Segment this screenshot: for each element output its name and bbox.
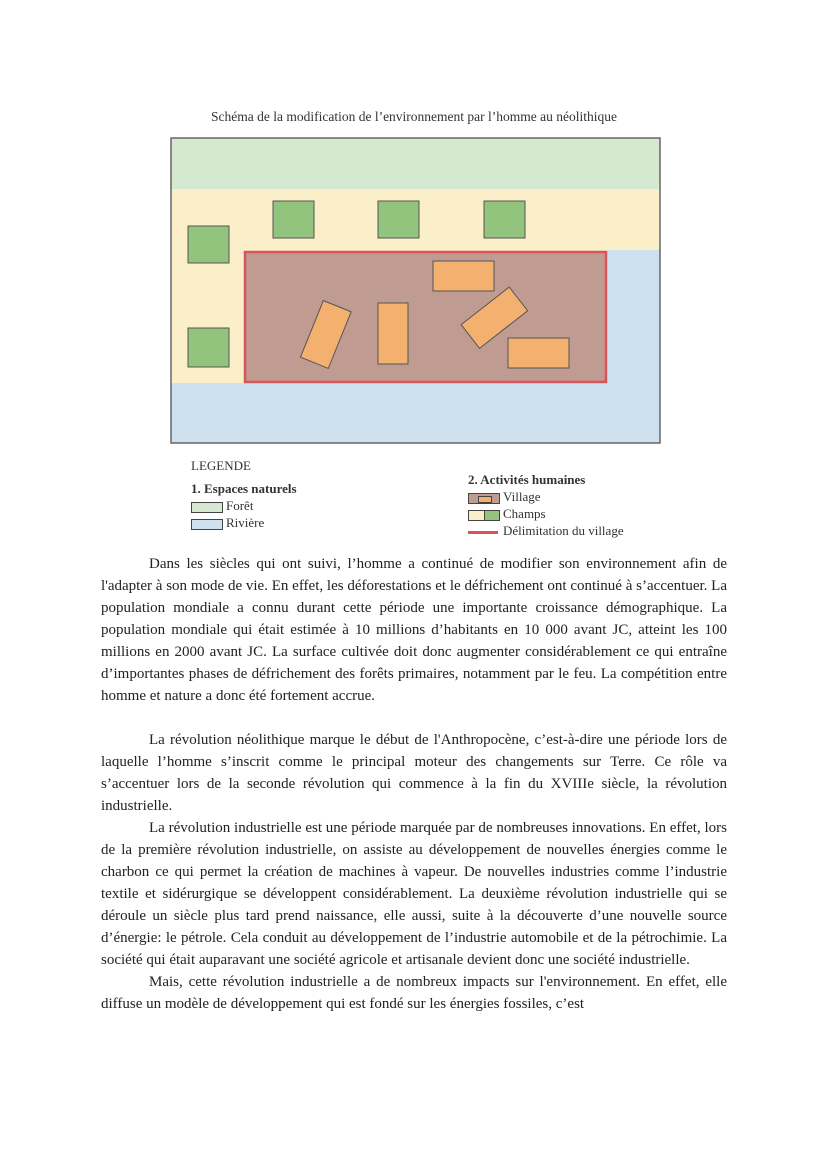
village-house — [433, 261, 494, 291]
legend-item-champs: Champs — [468, 505, 624, 522]
field-square — [188, 226, 229, 263]
legend-natural-title: 1. Espaces naturels — [191, 481, 297, 496]
field-square — [484, 201, 525, 238]
delimitation-line-icon — [468, 531, 498, 534]
champs-swatch-icon — [468, 510, 500, 521]
village-house — [508, 338, 569, 368]
legend-heading: LEGENDE — [191, 458, 251, 473]
village-swatch-icon — [468, 493, 500, 504]
legend-natural — [191, 457, 297, 531]
legend-human — [468, 471, 624, 539]
body-text — [101, 553, 727, 1015]
paragraph: Dans les siècles qui ont suivi, l’homme a continué de modifier son environnement afin de l'adapter à son mode de vie. En effet, les déforestations et le défrichement ont continué à s’accentuer. La population mondiale a connu durant cette période une importante croissance démographique. La population mondiale qui était estimée à 10 millions d’habitants en 10 000 avant JC, atteint les 100 millions en 2000 avant JC. La surface cultivée doit donc augmenter considérablement ce qui entraîne d’importantes phases de défrichement des forêts primaires, notamment par le feu. La compétition entre homme et nature a donc été fortement accrue. — [101, 556, 727, 704]
forest-zone — [171, 138, 660, 189]
legend-item-riviere: Rivière — [191, 514, 297, 531]
legend-item-village: Village — [468, 488, 624, 505]
environment-diagram — [170, 137, 662, 447]
village-house — [378, 303, 408, 364]
riviere-swatch-icon — [191, 519, 223, 530]
field-square — [378, 201, 419, 238]
paragraph: La révolution néolithique marque le début de l'Anthropocène, c’est-à-dire une période lors de laquelle l’homme s’inscrit comme le principal moteur des changements sur Terre. Ce rôle va s’accentuer lors de la seconde révolution qui commence à la fin du XVIIIe siècle, la révolution industrielle. — [101, 732, 727, 814]
paragraph: La révolution industrielle est une période marquée par de nombreuses innovations. En effet, lors de la première révolution industrielle, on assiste au développement de nouvelles énergies comme le charbon ce qui permet la création de machines à vapeur. De nouvelles industries comme l’industrie textile et sidérurgique se développent considérablement. La deuxième révolution industrielle qui se déroule un siècle plus tard prend naissance, elle aussi, suite à la découverte d’une nouvelle source d’énergie: le pétrole. Cela conduit au développement de l’industrie automobile et de la pétrochimie. La société qui était auparavant une société agricole et artisanale devient donc une société industrielle. — [101, 820, 727, 968]
field-square — [188, 328, 229, 367]
legend-item-foret: Forêt — [191, 497, 297, 514]
paragraph: Mais, cette révolution industrielle a de nombreux impacts sur l'environnement. En effet, elle diffuse un modèle de développement qui est fondé sur les énergies fossiles, c’est — [101, 974, 727, 1012]
diagram-title: Schéma de la modification de l’environnement par l’homme au néolithique — [211, 109, 617, 124]
field-square — [273, 201, 314, 238]
foret-swatch-icon — [191, 502, 223, 513]
legend-item-delimitation: Délimitation du village — [468, 522, 624, 539]
legend-human-title: 2. Activités humaines — [468, 472, 586, 487]
